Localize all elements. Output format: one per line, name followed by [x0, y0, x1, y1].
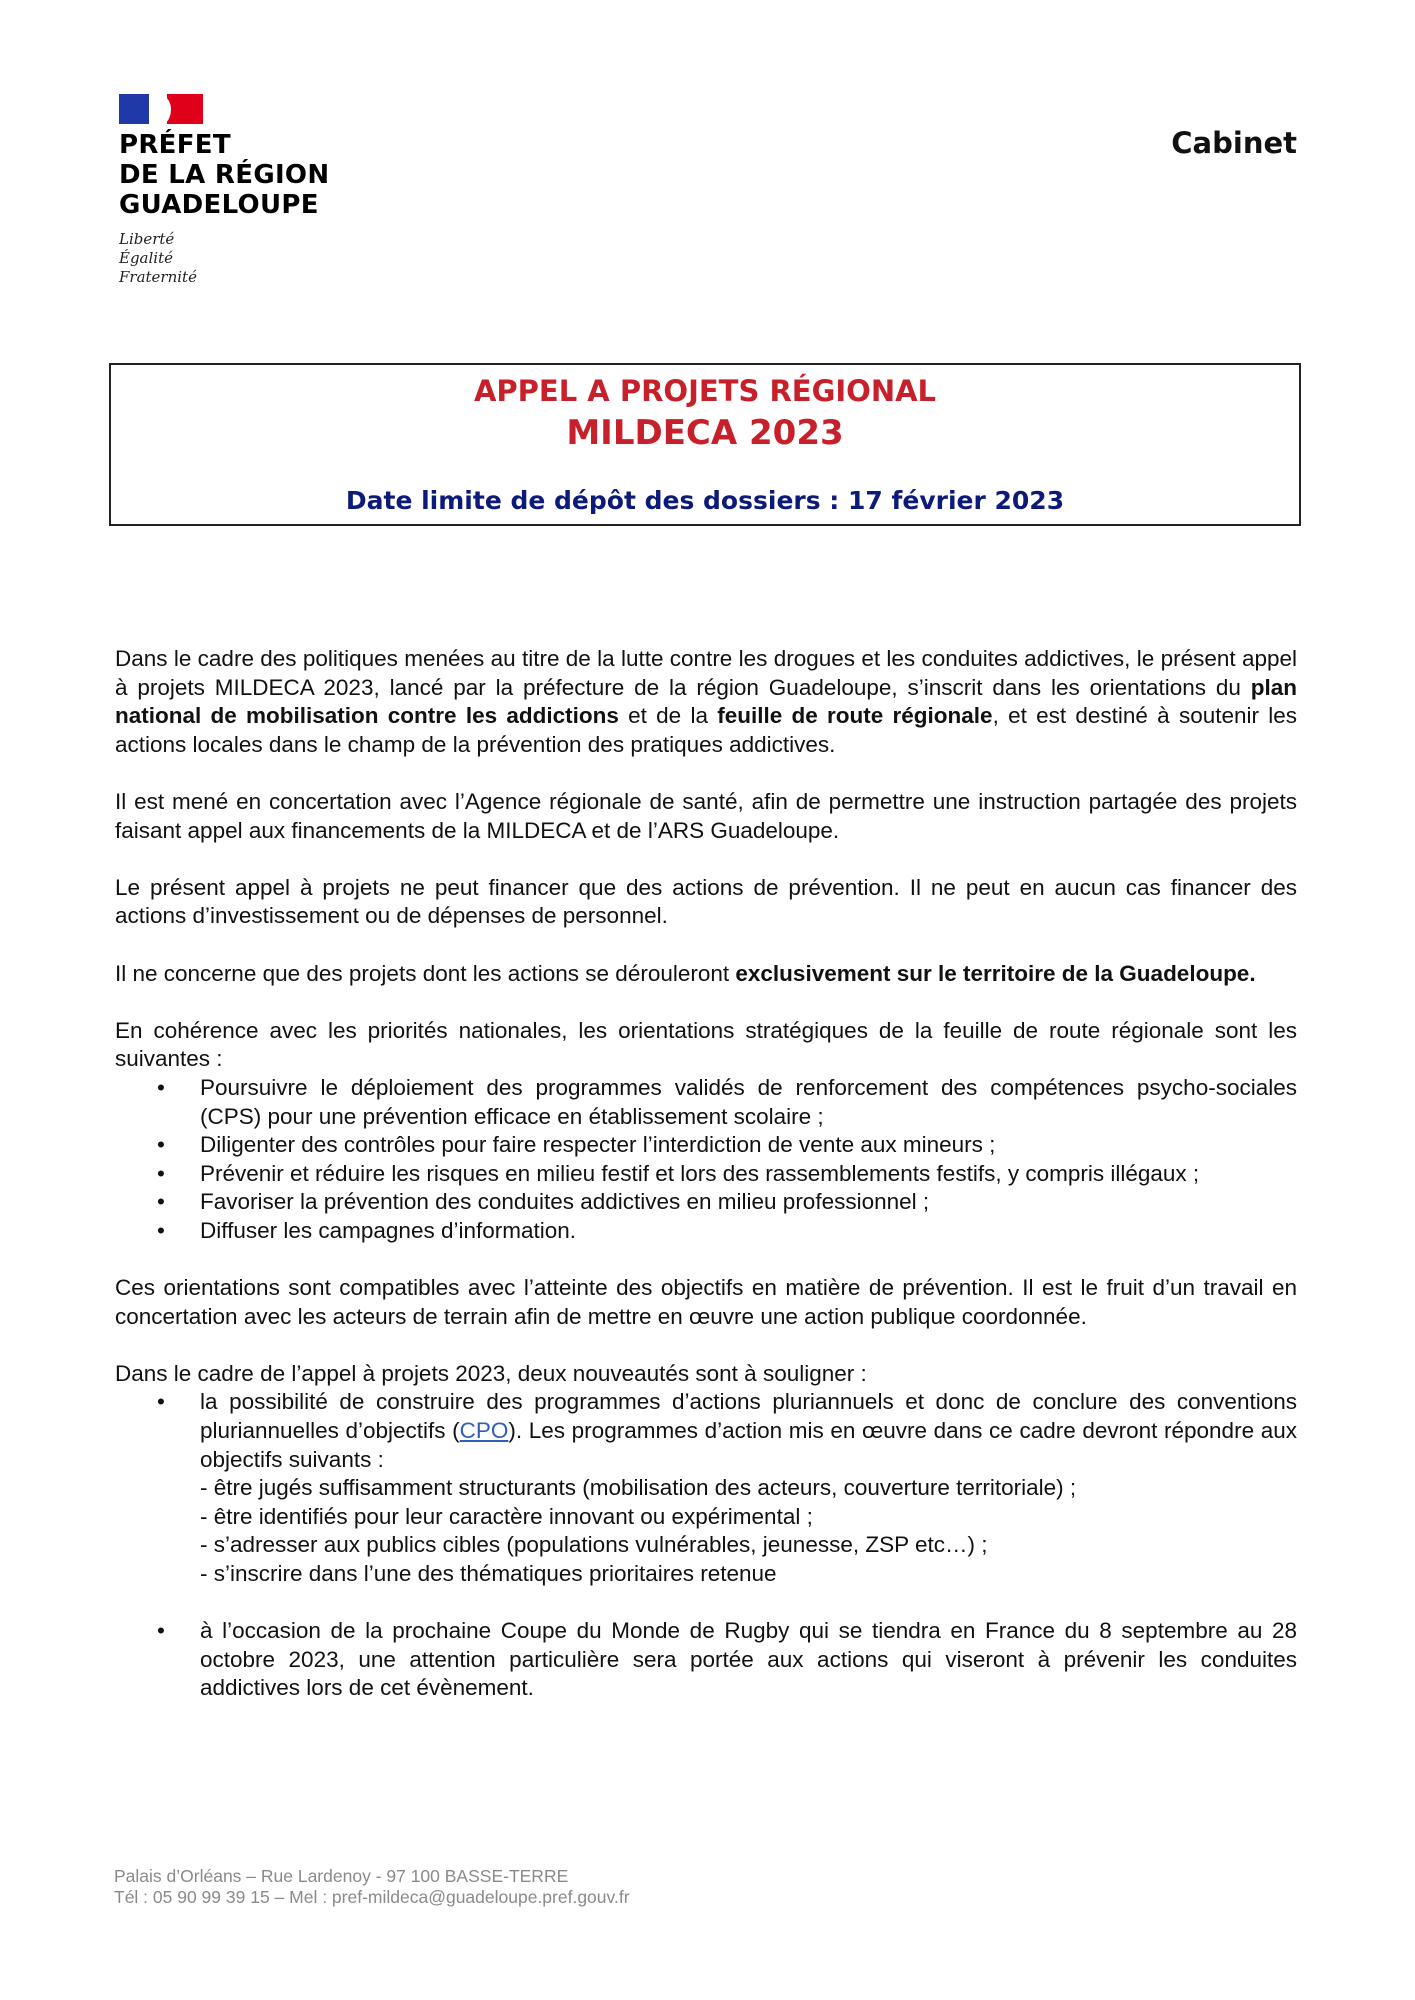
list-item-rugby: • à l’occasion de la prochaine Coupe du Monde de Rugby qui se tiendra en France du 8 septembre au 28 octobre 2023, une attention particulière sera portée aux actions qui viseront à prévenir les conduites addictives lors de cet évènement.	[157, 1618, 1297, 1701]
department-label: Cabinet	[1171, 126, 1297, 160]
novelties-list-2	[115, 1617, 1297, 1703]
paragraph-novelties-intro: Dans le cadre de l’appel à projets 2023, deux nouveautés sont à souligner :	[115, 1360, 867, 1386]
document-subtitle: MILDECA 2023	[566, 413, 844, 453]
paragraph-orientations-intro: En cohérence avec les priorités nationales, les orientations stratégiques de la feuille de route régionale sont les suivantes :	[115, 1017, 1297, 1072]
bullet-icon: •	[157, 1160, 165, 1186]
list-item-cpo: • la possibilité de construire des programmes d’actions pluriannuels et donc de conclure des conventions pluriannuelles d’objectifs (CPO). Les programmes d’action mis en œuvre dans ce cadre devront répondre aux objectifs suivants : - être jugés suffisamment structurants (mobilisation des acteurs, couverture territoriale) ; - être identifiés pour leur caractère innovant ou expérimental ; - s’adresser aux publics cibles (populations vulnérables, jeunesse, ZSP etc…) ; - s’inscrire dans l’une des thématiques prioritaires retenue	[115, 1388, 1297, 1588]
sub-item: - s’inscrire dans l’une des thématiques prioritaires retenue	[200, 1561, 777, 1586]
list-item: • Prévenir et réduire les risques en milieu festif et lors des rassemblements festifs, y compris illégaux ;	[115, 1160, 1297, 1189]
title-box	[109, 363, 1301, 526]
bullet-icon: •	[157, 1618, 165, 1644]
paragraph-intro: Dans le cadre des politiques menées au titre de la lutte contre les drogues et les conduites addictives, le présent appel à projets MILDECA 2023, lancé par la préfecture de la région Guadeloupe, s’inscrit dans les orientations du plan national de mobilisation contre les addictions et de la feuille de route régionale, et est destiné à soutenir les actions locales dans le champ de la prévention des pratiques addictives.	[115, 646, 1298, 757]
bullet-icon: •	[157, 1389, 165, 1415]
orientations-list	[115, 1074, 1297, 1246]
list-item: • Favoriser la prévention des conduites addictives en milieu professionnel ;	[115, 1188, 1297, 1217]
document-body	[115, 645, 1297, 1732]
paragraph-compatibility: Ces orientations sont compatibles avec l’atteinte des objectifs en matière de prévention. Il est le fruit d’un travail en concertation avec les acteurs de terrain afin de mettre en œuvre une action publique coordonnée.	[115, 1275, 1297, 1329]
sub-item: - s’adresser aux publics cibles (populations vulnérables, jeunesse, ZSP etc…) ;	[200, 1532, 988, 1558]
paragraph-territory: Il ne concerne que des projets dont les actions se dérouleront exclusivement sur le territoire de la Guadeloupe.	[115, 960, 1256, 986]
prefecture-logo	[119, 94, 379, 287]
submission-deadline: Date limite de dépôt des dossiers : 17 février 2023	[345, 486, 1065, 515]
page-footer	[114, 1866, 630, 1908]
logo-title: PRÉFET DE LA RÉGION GUADELOUPE	[119, 130, 330, 220]
list-item: • Diffuser les campagnes d’information.	[115, 1217, 1297, 1246]
list-item: • Poursuivre le déploiement des programmes validés de renforcement des compétences psycho-sociales (CPS) pour une prévention efficace en établissement scolaire ;	[157, 1074, 1297, 1129]
marianne-flag-icon	[119, 94, 203, 124]
bullet-icon: •	[157, 1074, 165, 1100]
sub-item: - être jugés suffisamment structurants (mobilisation des acteurs, couverture territoriale) ;	[200, 1475, 1077, 1501]
paragraph-funding-scope: Le présent appel à projets ne peut financer que des actions de prévention. Il ne peut en aucun cas financer des actions d’investissement ou de dépenses de personnel.	[115, 874, 1297, 929]
bullet-icon: •	[157, 1217, 165, 1243]
footer-address: Palais d’Orléans – Rue Lardenoy - 97 100 BASSE-TERRE	[114, 1866, 569, 1886]
footer-contact: Tél : 05 90 99 39 15 – Mel : pref-mildeca@guadeloupe.pref.gouv.fr	[114, 1887, 630, 1907]
novelties-list	[115, 1388, 1297, 1588]
cpo-link[interactable]: CPO	[459, 1418, 509, 1444]
republic-motto: Liberté Égalité Fraternité	[119, 230, 197, 286]
list-item: • Diligenter des contrôles pour faire respecter l’interdiction de vente aux mineurs ;	[115, 1131, 1297, 1160]
bullet-icon: •	[157, 1132, 165, 1158]
bullet-icon: •	[157, 1189, 165, 1215]
document-title: APPEL A PROJETS RÉGIONAL	[473, 374, 937, 408]
sub-item: - être identifiés pour leur caractère innovant ou expérimental ;	[200, 1503, 813, 1529]
paragraph-ars: Il est mené en concertation avec l’Agence régionale de santé, afin de permettre une instruction partagée des projets faisant appel aux financements de la MILDECA et de l’ARS Guadeloupe.	[115, 788, 1297, 843]
